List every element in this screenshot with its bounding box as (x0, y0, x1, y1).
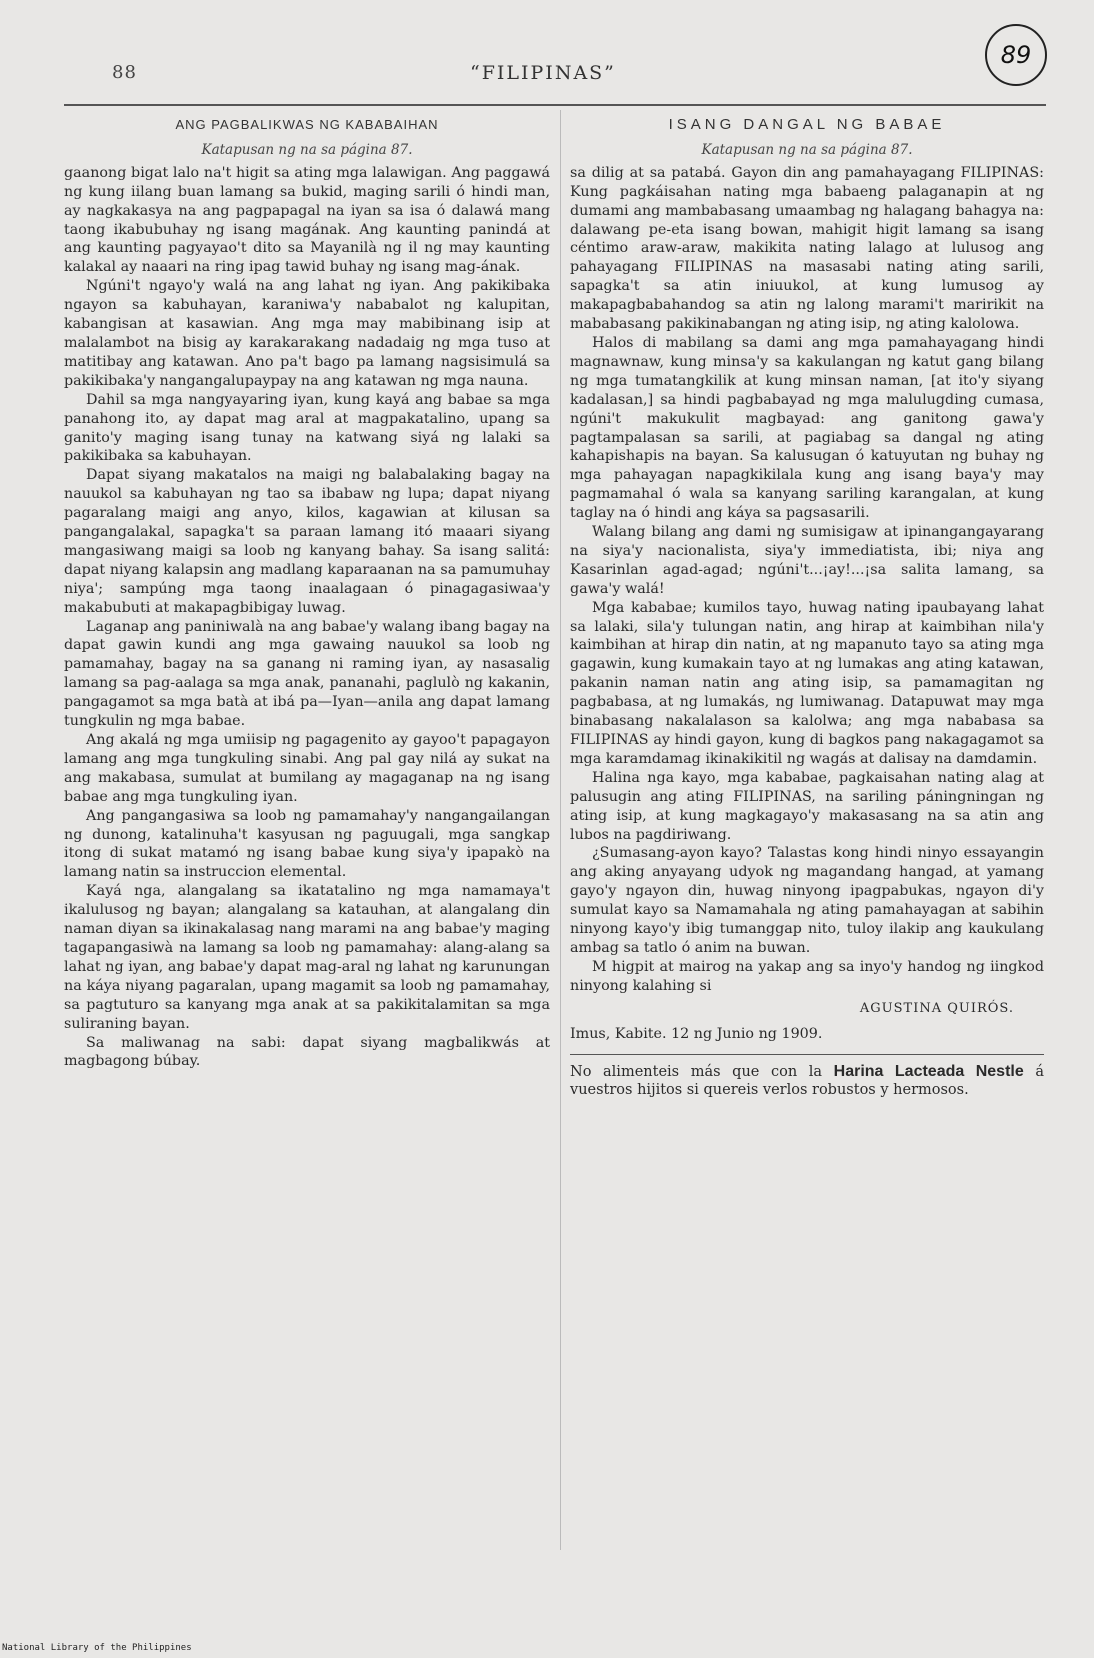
left-paragraph: gaanong bigat lalo na't higit sa ating mga lalawigan. Ang paggawá ng kung iilang buan lamang sa bukid, maging sarili ó hindi man, ay nagkakasya na ang pagpapagal na iyan sa isa ó dalawá mang taong ikabubuhay ng isang magának. Ang kaunting panindá at ang kaunting pagyayao't dito sa Mayanilà ng il ng may kaunting kalakal ay naaari na ring ipag tawid buhay ng isang mag-ának. (64, 164, 550, 276)
left-paragraph: Ang pangangasiwa sa loob ng pamamahay'y nangangailangan ng dunong, katalinuha't kasyusan ng paguugali, mga sangkap itong di sukat matamó ng isang babae kung siya'y ipapakò na lamang natin sa instruccion elemental. (64, 807, 550, 881)
right-paragraph: M higpit at mairog na yakap ang sa inyo'y handog ng iingkod ninyong kalahing si (570, 958, 1044, 994)
left-paragraph: Dahil sa mga nangyayaring iyan, kung kayá ang babae sa mga panahong ito, ay dapat mag aral at magpakatalino, upang sa ganito'y maging isang tunay na katwang siyá ng lalaki sa pakikibaka sa kabuhayan. (64, 391, 550, 465)
left-paragraph: Kayá nga, alangalang sa ikatatalino ng mga namamaya't ikalulusog ng bayan; alangalang sa katauhan, at alangalang din naman diyan sa ikinakalasag nang marami na ang babae'y maging tagapangasiwà na lamang sa loob ng pamamahay: alang-alang sa lahat ng iyan, ang babae'y dapat mag-aral ng lahat ng karunungan na káya niyang pagaralan, upang magamit sa loob ng pamamahay, sa pagtuturo sa kanyang mga anak at sa pakikitalamitan sa mga suliraning bayan. (64, 883, 550, 1032)
left-article (64, 116, 550, 1071)
left-paragraph: Ang akalá ng mga umiisip ng pagagenito ay gayoo't papagayon lamang ang mga tungkuling sinabi. Ang pal gay nilá ay sukat na ang makabasa, sumulat at bumilang ay magaganap na ng isang babae ang mga tungkuling iyan. (64, 732, 550, 805)
ad-suffix: á vuestros hijitos si quereis verlos robustos y hermosos. (570, 1063, 1044, 1099)
right-paragraph: Mga kababae; kumilos tayo, huwag nating ipaubayang lahat sa lalaki, sila'y tulungan natin, ang hirap at kaimbihan nila'y kaimbihan at hirap din natin, at ng mapanuto tayo sa ating mga gagawin, kung kumakain tayo at ng lumakas ang ating katawan, pakanin naman natin ang ating isip, sa pamamagitan ng pagbabasa, at ng lumakás, ng lumiwanag. Datapuwat may mga binabasang nakalalason sa kalolwa; ang mga nababasa sa FILIPINAS ay hindi gayon, kung di bagkos pang nakagagamot sa mga karamdamag ikinakikitil ng wagás at dalisay na damdamin. (570, 599, 1044, 767)
left-article-title: ANG PAGBALIKWAS NG KABABAIHAN (175, 117, 439, 132)
right-paragraph: Halina nga kayo, mga kababae, pagkaisahan nating alag at palusugin ang ating FILIPINAS, na sariling páningningan ng ating isip, at kung magkagayo'y makasasang na sa atin ang lubos na pagdiriwang. (570, 769, 1044, 843)
journal-title: “FILIPINAS” (470, 62, 616, 84)
right-article-subtitle: Katapusan ng na sa página 87. (701, 141, 913, 158)
left-paragraph: Sa maliwanag na sabi: dapat siyang magbalikwás at magbagong búbay. (64, 1034, 550, 1070)
ad-prefix: No alimenteis más que con la (570, 1063, 823, 1080)
left-paragraph: Dapat siyang makatalos na maigi ng balabalaking bagay na nauukol sa kabuhayan ng tao sa ibabaw ng lupa; dapat niyang pagaralang maigi ang anyo, kilos, kagawian at kilusan sa pangangalakal, sapagka't sa paraan lamang itó maaari siyang mangasiwang maigi sa loob ng kanyang bahay. Sa isang salitá: dapat niyang kalapsin ang madlang kaparaanan na sa pamumuhay niya'; sampúng mga taong inaalagaan ó pinagagasiwaa'y makabubuti at makapagbibigay luwag. (64, 467, 550, 616)
right-article-title: ISANG DANGAL NG BABAE (668, 116, 946, 133)
left-paragraph: Laganap ang paniniwalà na ang babae'y walang ibang bagay na dapat gawin kundi ang mga gawaing nauukol sa loob ng pamamahay, bagay na sa ganang ni raming iyan, ay nasasalig lamang sa pag-aalaga sa mga anak, pananahi, paglulò ng kakanin, pangagamot sa mga batà at ibá pa—Iyan—anila ang dapat lamang tungkulin ng mga babae. (64, 618, 550, 730)
handwritten-page-number: 89 (985, 24, 1047, 86)
right-paragraph: sa dilig at sa patabá. Gayon din ang pamahayagang FILIPINAS: Kung pagkáisahan nating mga babaeng palaganapin at ng dumami ang mambabasang umaambag ng halagang bahagya na: dalawang pe-eta isang bowan, mahigit higit lamang sa isang céntimo araw-araw, makikita nating lalago at lulusog ang pahayagang FILIPINAS na masasabi nating ating sarili, sapagka't sa atin iniuukol, at kung lumusog ay makapagbabahandog sa atin ng lalong marami't maririkit na mababasang pakikinabangan ng ating isip, ng ating kalolowa. (570, 164, 1044, 333)
nestle-advertisement (570, 1063, 1044, 1101)
right-paragraph: ¿Sumasang-ayon kayo? Talastas kong hindi ninyo essayangin ang aking anyayang udyok ng magandang hangad, at yamang gayo'y ngayon din, huwag ninyong ipagpabukas, ngayon di'y sumulat kayo sa Namamahala ng ating pamahayagan at sabihin ninyong kayo'y ibig tumanggap nito, tuloy ilakip ang kaukulang ambag sa tatlo ó anim na buwan. (570, 845, 1044, 956)
ad-rule (570, 1054, 1044, 1055)
header-rule (64, 104, 1046, 106)
right-paragraph: Halos di mabilang sa dami ang mga pamahayagang hindi magnawnaw, kung minsa'y sa kakulangan ng katut gang bilang ng mga tumatangkilik at kung minsan naman, [at ito'y siyang kadalasan,] sa hindi pagbabayad ng mga malulugding cumasa, ngúni't makukulit magbayad: ang ganitong gawa'y pagtampalasan sa sarili, at pagiabag sa dangal ng ating kahapishapis na bayan. Sa kalusugan ó katuyutan ng buhay ng mga pahayagan napagkikilala kung ang isang baya'y may pagmamahal ó wala sa kanyang sariling karangalan, at kung taglay na ó hindi ang káya sa pagsasarili. (570, 334, 1044, 522)
left-paragraph: Ngúni't ngayo'y walá na ang lahat ng iyan. Ang pakikibaka ngayon sa kabuhayan, karaniwa'y nababalot ng kalupitan, kabangisan at kasawian. Ang mga may mabibinang isip at malalambot na bisig ay karakarakang nadadaig ng mga tuso at matitibay ang katawan. Ano pa't bago pa lamang nagsisimulá sa pakikibaka'y nangangalupaypay na ang katawan ng mga nauna. (64, 278, 550, 389)
column-divider (560, 110, 561, 1550)
author-signature: AGUSTINA QUIRÓS. (859, 1000, 1014, 1016)
library-credit: National Library of the Philippines (2, 1643, 192, 1653)
page-number: 88 (112, 62, 137, 83)
place-date-line: Imus, Kabite. 12 ng Junio ng 1909. (570, 1025, 823, 1042)
ad-brand: Harina Lacteada Nestle (833, 1062, 1024, 1080)
right-article (570, 116, 1044, 1100)
right-paragraph: Walang bilang ang dami ng sumisigaw at ipinangangayarang na siya'y nacionalista, siya'y immediatista, ibi; niya ang Kasarinlan agad-agad; ngúni't...¡ay!...¡sa salita lamang, sa gawa'y walá! (570, 524, 1044, 597)
left-article-subtitle: Katapusan ng na sa página 87. (201, 141, 413, 158)
page-header (0, 62, 1094, 92)
